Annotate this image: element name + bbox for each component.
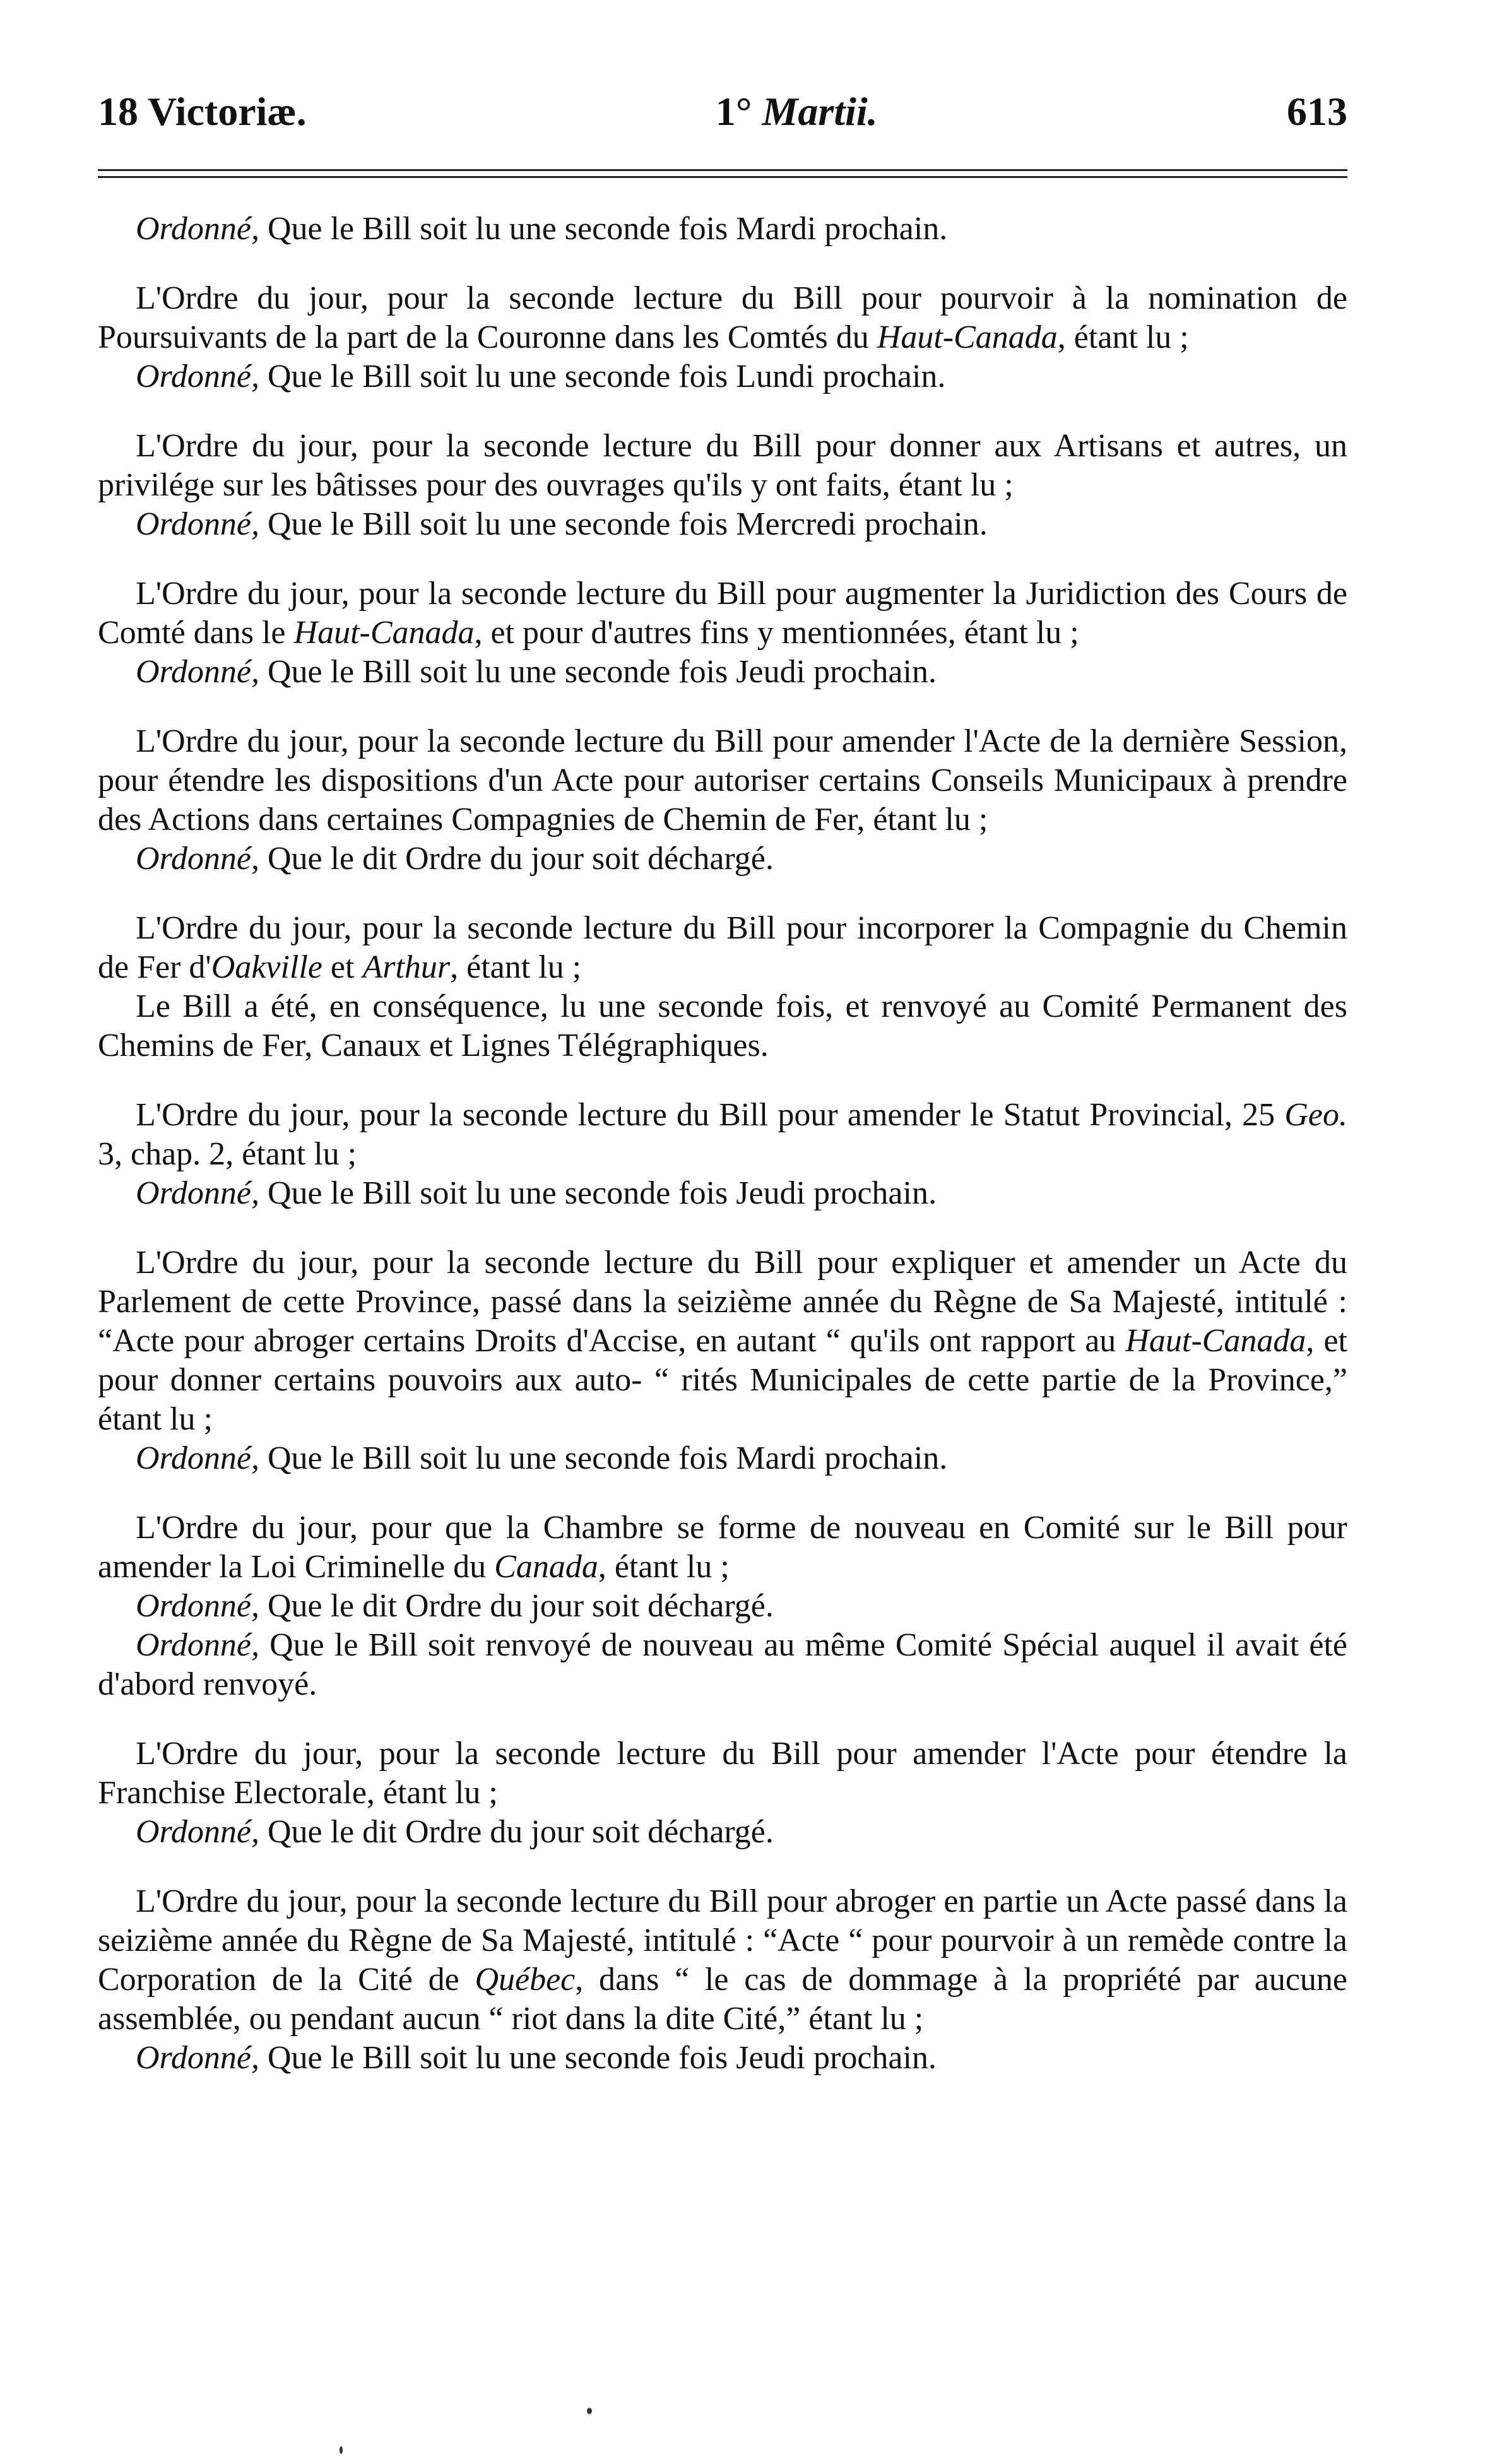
header-date: [716, 88, 878, 135]
order-label: Ordonné,: [136, 841, 259, 877]
order-label: Ordonné,: [136, 506, 259, 542]
journal-page: [98, 88, 1347, 2078]
order-label: Ordonné,: [136, 1175, 259, 1211]
order-label: Ordonné,: [136, 1814, 259, 1850]
order-label: Ordonné,: [136, 358, 259, 394]
order-label: Ordonné,: [136, 654, 259, 690]
order-text: Que le Bill soit lu une seconde fois Mercredi prochain.: [259, 506, 988, 542]
entry-text: Le Bill a été, en conséquence, lu une seconde fois, et renvoyé au Comité Permanent des Chemins de Fer, Canaux et Lignes Télégraphiques.: [98, 988, 1347, 1063]
entry-text: L'Ordre du jour, pour la seconde lecture du Bill pour donner aux Artisans et autres, un privilége sur les bâtisses pour des ouvrages qu'ils y ont faits, étant lu ;: [98, 428, 1347, 503]
order-label: Ordonné,: [136, 1588, 259, 1624]
order-line: [98, 653, 1347, 692]
journal-entry: [98, 1508, 1347, 1704]
order-text: Que le Bill soit lu une seconde fois Lundi prochain.: [259, 358, 946, 394]
order-line: [98, 1813, 1347, 1852]
journal-entry: [98, 1882, 1347, 2078]
journal-body: [98, 210, 1347, 2078]
order-text: Que le dit Ordre du jour soit déchargé.: [259, 1588, 774, 1624]
print-speck: [587, 2408, 592, 2414]
entry-text: L'Ordre du jour, pour la seconde lecture du Bill pour abroger en partie un Acte passé dans la seizième année du Règne de Sa Majesté, intitulé : “Acte “ pour pourvoir à un remède contre la Corporation de la Cité de Québec, dans “ le cas de dommage à la propriété par aucune assemblée, ou pendant aucun “ riot dans la dite Cité,” étant lu ;: [98, 1883, 1348, 2037]
order-text: Que le dit Ordre du jour soit déchargé.: [259, 1814, 774, 1850]
journal-entry: [98, 574, 1347, 692]
journal-entry: [98, 909, 1347, 1065]
order-line: [98, 839, 1347, 879]
journal-entry: [98, 722, 1347, 879]
entry-text: L'Ordre du jour, pour la seconde lecture du Bill pour amender l'Acte pour étendre la Franchise Electorale, étant lu ;: [98, 1736, 1347, 1811]
header-day: 1°: [715, 89, 752, 134]
order-line: [98, 1587, 1347, 1626]
header-rule-bottom: [98, 176, 1347, 178]
order-text: Que le Bill soit lu une seconde fois Jeudi prochain.: [259, 1175, 937, 1211]
order-label: Ordonné,: [136, 1627, 259, 1663]
order-text: Que le dit Ordre du jour soit déchargé.: [259, 841, 774, 877]
print-speck: [340, 2446, 343, 2454]
journal-entry: [98, 279, 1347, 396]
order-label: Ordonné,: [136, 2040, 259, 2076]
order-text: Que le Bill soit lu une seconde fois Jeudi prochain.: [259, 654, 937, 690]
order-text: Que le Bill soit renvoyé de nouveau au même Comité Spécial auquel il avait été d'abord renvoyé.: [98, 1627, 1347, 1702]
entry-text: L'Ordre du jour, pour la seconde lecture du Bill pour amender le Statut Provincial, 25 Geo. 3, chap. 2, étant lu ;: [98, 1097, 1347, 1172]
order-label: Ordonné,: [136, 211, 259, 247]
entry-text: L'Ordre du jour, pour la seconde lecture du Bill pour expliquer et amender un Acte du Parlement de cette Province, passé dans la seizième année du Règne de Sa Majesté, intitulé : “Acte pour abroger certains Droits d'Accise, en autant “ qu'ils ont rapport au Haut-Canada, et pour donner certains pouvoirs aux auto- “ rités Municipales de cette partie de la Province,” étant lu ;: [98, 1245, 1347, 1437]
order-text: Que le Bill soit lu une seconde fois Mardi prochain.: [259, 1440, 948, 1476]
running-header: [98, 88, 1347, 158]
journal-entry: [98, 1734, 1347, 1852]
entry-text: L'Ordre du jour, pour la seconde lecture du Bill pour augmenter la Juridiction des Cours de Comté dans le Haut-Canada, et pour d'autres fins y mentionnées, étant lu ;: [98, 576, 1347, 651]
order-label: Ordonné,: [136, 1440, 259, 1476]
order-text: Que le Bill soit lu une seconde fois Jeudi prochain.: [259, 2040, 937, 2076]
journal-entry: [98, 427, 1347, 544]
page-number: 613: [1287, 89, 1347, 134]
order-line: [98, 1626, 1347, 1704]
journal-entry: [98, 210, 1347, 249]
journal-entry: [98, 1243, 1347, 1478]
entry-text: L'Ordre du jour, pour que la Chambre se forme de nouveau en Comité sur le Bill pour amender la Loi Criminelle du Canada, étant lu ;: [98, 1510, 1347, 1585]
order-line: [98, 357, 1347, 396]
entry-text: L'Ordre du jour, pour la seconde lecture du Bill pour pourvoir à la nomination de Poursuivants de la part de la Couronne dans les Comtés du Haut-Canada, étant lu ;: [98, 280, 1347, 355]
order-line: [98, 2039, 1347, 2078]
entry-text: L'Ordre du jour, pour la seconde lecture du Bill pour incorporer la Compagnie du Chemin de Fer d'Oakville et Arthur, étant lu ;: [98, 910, 1347, 985]
header-rule-top: [98, 169, 1347, 171]
order-line: [98, 505, 1347, 544]
entry-text: L'Ordre du jour, pour la seconde lecture du Bill pour amender l'Acte de la dernière Session, pour étendre les dispositions d'un Acte pour autoriser certains Conseils Municipaux à prendre des Actions dans certaines Compagnies de Chemin de Fer, étant lu ;: [98, 723, 1347, 838]
order-line: [98, 210, 1347, 249]
header-month: Martii.: [762, 89, 878, 134]
order-text: Que le Bill soit lu une seconde fois Mardi prochain.: [259, 211, 948, 247]
order-line: [98, 1439, 1347, 1478]
journal-entry: [98, 1096, 1347, 1213]
order-line: [98, 1174, 1347, 1213]
header-regnal-year: 18 Victoriæ.: [98, 89, 307, 134]
